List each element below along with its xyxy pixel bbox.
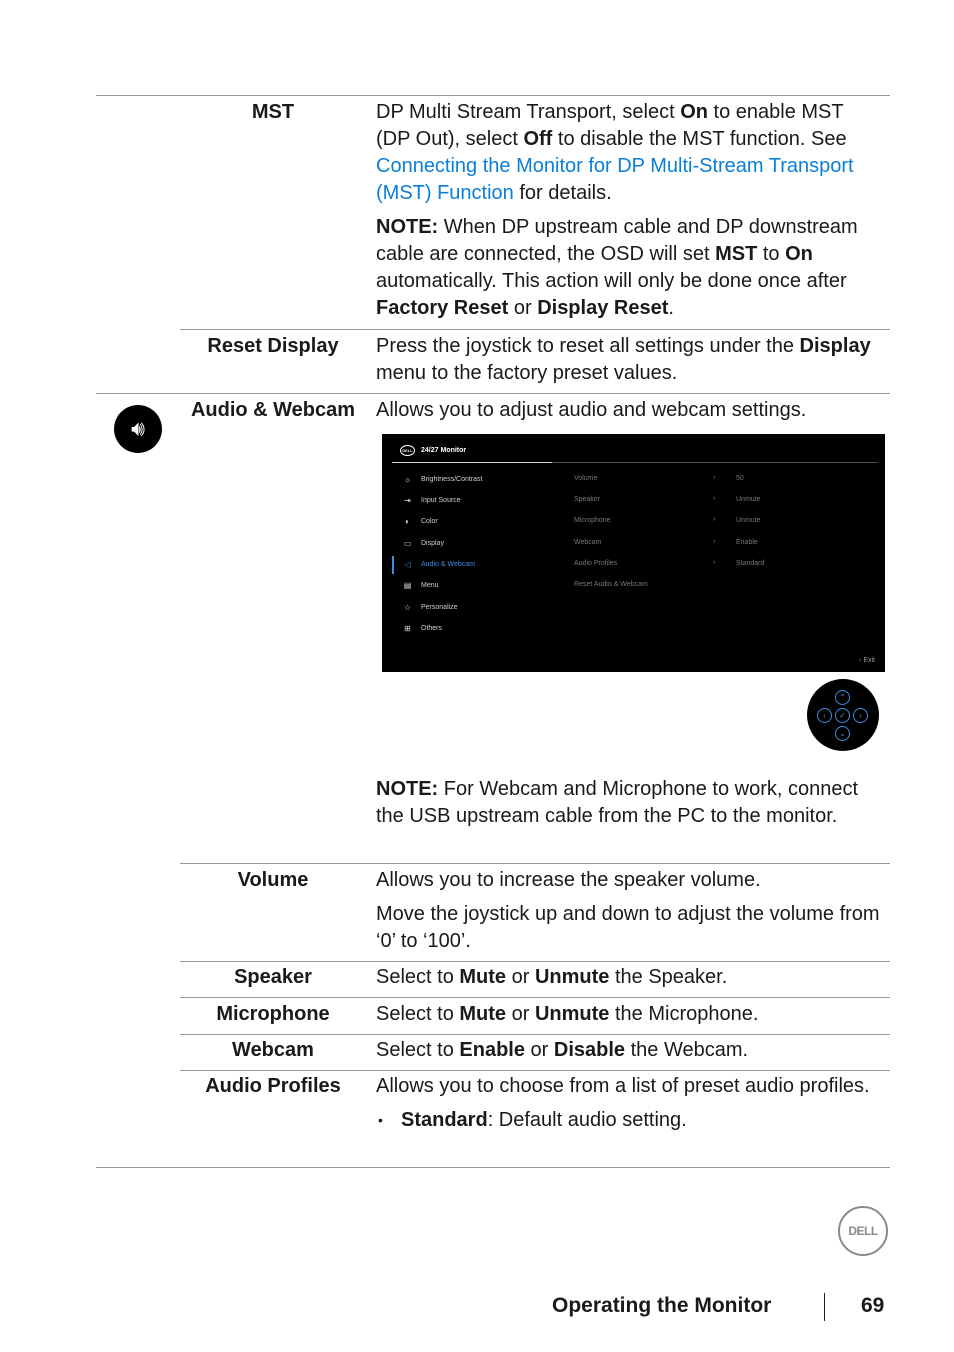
check-icon: ✓ <box>835 708 850 723</box>
osd-menu-item-active[interactable]: ◁ Audio & Webcam <box>402 558 475 570</box>
dell-logo-icon: DELL <box>838 1206 888 1256</box>
chevron-left-icon: ‹ <box>817 708 832 723</box>
mst-description: DP Multi Stream Transport, select On to enable MST (DP Out), select Off to disable the MST function. See Connecting the Monitor for DP Multi-Stream Transport (MST) Function for details. NOTE: When DP upstream cable and DP downstream cable are connected, the OSD will set MST to On automatically. This action will only be done once after Factory Reset or Display Reset. <box>376 101 858 319</box>
osd-menu-item[interactable]: ☆ Personalize <box>403 602 458 612</box>
joystick-icon <box>807 679 879 751</box>
osd-submenu-value: Standard <box>736 560 765 567</box>
color-icon: ◐ <box>405 516 410 526</box>
table-top-rule <box>96 95 890 96</box>
table-bottom-rule <box>96 1167 890 1168</box>
chevron-right-icon: › <box>713 495 716 502</box>
webcam-description: Select to Enable or Disable the Webcam. <box>376 1039 749 1061</box>
osd-submenu-value: Enable <box>736 539 758 546</box>
footer-section-title: Operating the Monitor <box>552 1294 772 1317</box>
reset-display-label: Reset Display <box>207 335 339 357</box>
osd-menu-screenshot <box>382 434 885 672</box>
audio-profiles-label: Audio Profiles <box>205 1075 341 1097</box>
row-rule <box>180 863 890 864</box>
osd-submenu-item[interactable]: Speaker <box>574 496 601 503</box>
volume-label: Volume <box>237 869 309 891</box>
osd-menu-item[interactable]: ▤ Menu <box>403 580 439 590</box>
osd-menu-item[interactable]: ▭ Display <box>403 538 444 548</box>
mst-function-link[interactable]: Connecting the Monitor for DP Multi-Stream Transport (MST) Function <box>376 155 854 204</box>
row-rule <box>180 329 890 330</box>
page-number: 69 <box>861 1294 885 1317</box>
dell-logo-icon: DELL <box>400 445 415 456</box>
star-icon: ☆ <box>403 602 412 612</box>
audio-webcam-description: Allows you to adjust audio and webcam settings. <box>376 399 807 421</box>
brightness-icon: ☼ <box>403 474 412 484</box>
audio-webcam-label: Audio & Webcam <box>190 399 356 421</box>
chevron-up-icon: ⌃ <box>835 690 850 705</box>
osd-submenu-value: Unmute <box>736 517 761 524</box>
osd-active-indicator <box>392 556 394 574</box>
osd-menu-item[interactable]: ⊞ Others <box>402 622 442 634</box>
osd-menu-item[interactable]: ◐ Color <box>402 515 438 527</box>
microphone-description: Select to Mute or Unmute the Microphone. <box>376 1003 759 1025</box>
osd-submenu-item[interactable]: Microphone <box>574 517 611 524</box>
osd-submenu-item[interactable]: Audio Profiles <box>574 560 618 567</box>
osd-submenu-item[interactable]: Webcam <box>574 539 602 546</box>
osd-submenu-item[interactable]: Volume <box>574 475 598 482</box>
input-source-icon: ⇥ <box>404 495 411 505</box>
osd-menu-item[interactable]: ⇥ Input Source <box>402 494 461 506</box>
speaker-icon: 🔊︎ <box>114 405 162 453</box>
osd-title: 24/27 Monitor <box>421 447 467 454</box>
mst-label: MST <box>251 101 295 123</box>
chevron-right-icon: › <box>713 538 716 545</box>
reset-display-description: Press the joystick to reset all settings under the Display menu to the factory preset values. <box>376 335 871 384</box>
others-icon: ⊞ <box>404 623 411 633</box>
chevron-down-icon: ⌄ <box>835 726 850 741</box>
display-icon: ▭ <box>403 538 412 548</box>
speaker-label: Speaker <box>234 966 312 988</box>
osd-submenu-item[interactable]: Reset Audio & Webcam <box>574 581 648 588</box>
menu-icon: ▤ <box>403 580 412 590</box>
chevron-right-icon: › <box>713 559 716 566</box>
osd-header <box>400 445 466 456</box>
osd-menu-item[interactable]: ☼ Brightness/Contrast <box>403 474 483 484</box>
webcam-label: Webcam <box>232 1039 314 1061</box>
chevron-right-icon: › <box>853 708 868 723</box>
chevron-right-icon: › <box>713 516 716 523</box>
osd-submenu-value: 50 <box>736 475 744 482</box>
audio-webcam-note: NOTE: For Webcam and Microphone to work, connect the USB upstream cable from the PC to the monitor. <box>376 778 859 827</box>
bullet-icon: • <box>378 1112 383 1128</box>
microphone-label: Microphone <box>216 1003 330 1025</box>
list-item: • Standard: Default audio setting. <box>376 1107 881 1134</box>
osd-submenu-value: Unmute <box>736 496 761 503</box>
audio-profiles-description: Allows you to choose from a list of preset audio profiles. • Standard: Default audio setting. <box>376 1073 881 1141</box>
speaker-icon: ◁ <box>404 559 411 569</box>
chevron-right-icon: › <box>713 474 716 481</box>
osd-exit-button[interactable]: ‹ Exit <box>859 657 875 664</box>
speaker-description: Select to Mute or Unmute the Speaker. <box>376 966 728 988</box>
volume-description: Allows you to increase the speaker volume. Move the joystick up and down to adjust the volume from ‘0’ to ‘100’. <box>376 869 880 952</box>
footer-divider <box>824 1293 825 1321</box>
